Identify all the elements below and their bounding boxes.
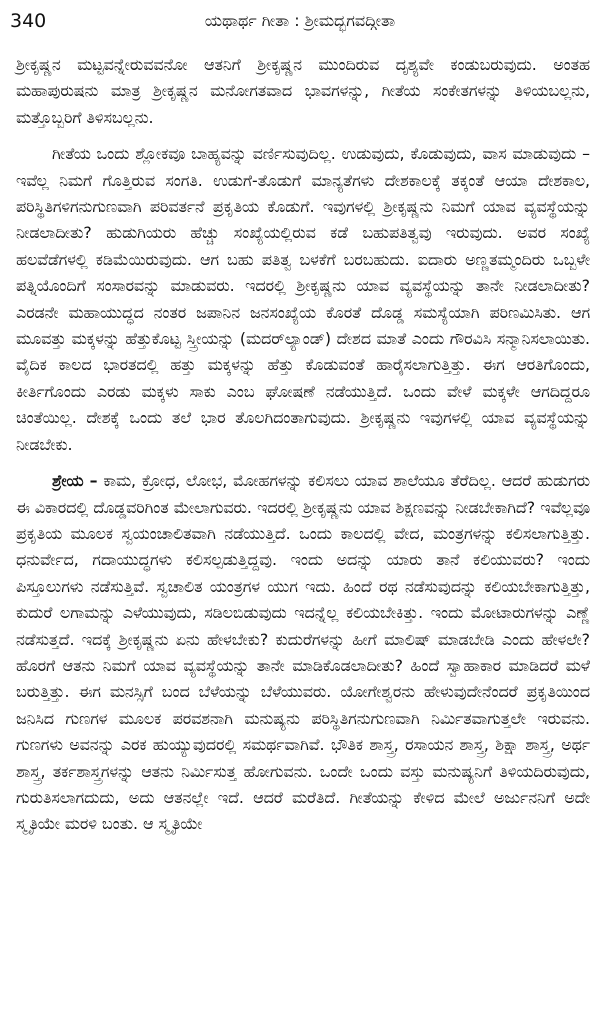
page-number: 340 [10, 10, 47, 32]
paragraph-3 [16, 468, 590, 838]
paragraph-3-lead: ಶ್ರೇಯ – [52, 471, 98, 491]
body-text [16, 52, 590, 838]
paragraph-1: ಶ್ರೀಕೃಷ್ಣನ ಮಟ್ಟವನ್ನೇರುವವನೋ ಆತನಿಗೆ ಶ್ರೀಕೃಷ್ಣನ ಮುಂದಿರುವ ದೃಶ್ಯವೇ ಕಂಡುಬರುವುದು. ಅಂತಹ ಮಹಾಪುರುಷನು ಮಾತ್ರ ಶ್ರೀಕೃಷ್ಣನ ಮನೋಗತವಾದ ಭಾವಗಳನ್ನು, ಗೀತೆಯ ಸಂಕೇತಗಳನ್ನು ತಿಳಿಯಬಲ್ಲನು, ಮತ್ತೊಬ್ಬರಿಗೆ ತಿಳಿಸಬಲ್ಲನು. [16, 55, 590, 127]
running-title: ಯಥಾರ್ಥ ಗೀತಾ : ಶ್ರೀಮದ್ಭಗವದ್ಗೀತಾ [204, 11, 396, 30]
page-header [10, 8, 590, 34]
paragraph-2: ಗೀತೆಯ ಒಂದು ಶ್ಲೋಕವೂ ಬಾಹ್ಯವನ್ನು ವರ್ಣಿಸುವುದಿಲ್ಲ. ಉಡುವುದು, ಕೊಡುವುದು, ವಾಸ ಮಾಡುವುದು – ಇವೆಲ್ಲ ನಿಮಗೆ ಗೊತ್ತಿರುವ ಸಂಗತಿ. ಉಡುಗೆ-ತೊಡುಗೆ ಮಾನ್ಯತೆಗಳು ದೇಶಕಾಲಕ್ಕೆ ತಕ್ಕಂತೆ ಆಯಾ ದೇಶಕಾಲ, ಪರಿಸ್ಥಿತಿಗಳಿಗನುಗುಣವಾಗಿ ಪರಿವರ್ತನೆ ಪ್ರಕೃತಿಯ ಕೊಡುಗೆ. ಇವುಗಳಲ್ಲಿ ಶ್ರೀಕೃಷ್ಣನು ನಿಮಗೆ ಯಾವ ವ್ಯವಸ್ಥೆಯನ್ನು ನೀಡಲಾದೀತು? ಹುಡುಗಿಯರು ಹೆಚ್ಚು ಸಂಖ್ಯೆಯಲ್ಲಿರುವ ಕಡೆ ಬಹುಪತಿತ್ವವು ಇರುವುದು. ಅವರ ಸಂಖ್ಯೆ ಹಲವೆಡೆಗಳಲ್ಲಿ ಕಡಿಮೆಯಿರುವುದು. ಆಗ ಬಹು ಪತಿತ್ವ ಬಳಕೆಗೆ ಬರಬಹುದು. ಐದಾರು ಅಣ್ಣತಮ್ಮಂದಿರು ಒಬ್ಬಳೇ ಪತ್ನಿಯೊಂದಿಗೆ ಸಂಸಾರವನ್ನು ಮಾಡುವರು. ಇದರಲ್ಲಿ ಶ್ರೀಕೃಷ್ಣನು ಯಾವ ವ್ಯವಸ್ಥೆಯನ್ನು ತಾನೇ ನೀಡಲಾದೀತು? ಎರಡನೇ ಮಹಾಯುದ್ಧದ ನಂತರ ಜಪಾನಿನ ಜನಸಂಖ್ಯೆಯ ಕೊರತೆ ದೊಡ್ಡ ಸಮಸ್ಯೆಯಾಗಿ ಪರಿಣಮಿಸಿತು. ಆಗ ಮೂವತ್ತು ಮಕ್ಕಳನ್ನು ಹೆತ್ತುಕೊಟ್ಟ ಸ್ತ್ರೀಯನ್ನು (ಮದರ್‌ಲ್ಯಾಂಡ್) ದೇಶದ ಮಾತೆ ಎಂದು ಗೌರವಿಸಿ ಸನ್ಮಾನಿಸಲಾಯಿತು. ವೈದಿಕ ಕಾಲದ ಭಾರತದಲ್ಲಿ ಹತ್ತು ಮಕ್ಕಳನ್ನು ಹೆತ್ತು ಕೊಡುವಂತೆ ಹಾರೈಸಲಾಗುತ್ತಿತ್ತು. ಈಗ ಆರತಿಗೊಂದು, ಕೀರ್ತಿಗೊಂದು ಎರಡು ಮಕ್ಕಳು ಸಾಕು ಎಂಬ ಘೋಷಣೆ ನಡೆಯುತ್ತಿದೆ. ಒಂದು ವೇಳೆ ಮಕ್ಕಳೇ ಆಗದಿದ್ದರೂ ಚಿಂತೆಯಿಲ್ಲ. ದೇಶಕ್ಕೆ ಒಂದು ತಲೆ ಭಾರ ತೊಲಗಿದಂತಾಗುವುದು. ಶ್ರೀಕೃಷ್ಣನು ಇವುಗಳಲ್ಲಿ ಯಾವ ವ್ಯವಸ್ಥೆಯನ್ನು ನೀಡಬೇಕು. [16, 144, 590, 454]
paragraph-3-text: ಕಾಮ, ಕ್ರೋಧ, ಲೋಭ, ಮೋಹಗಳನ್ನು ಕಲಿಸಲು ಯಾವ ಶಾಲೆಯೂ ತೆರೆದಿಲ್ಲ. ಆದರೆ ಹುಡುಗರು ಈ ವಿಕಾರದಲ್ಲಿ ದೊಡ್ಡವರಿಗಿಂತ ಮೇಲಾಗುವರು. ಇದರಲ್ಲಿ ಶ್ರೀಕೃಷ್ಣನು ಯಾವ ಶಿಕ್ಷಣವನ್ನು ನೀಡಬೇಕಾಗಿದೆ? ಇವೆಲ್ಲವೂ ಪ್ರಕೃತಿಯ ಮೂಲಕ ಸ್ವಯಂಚಾಲಿತವಾಗಿ ನಡೆಯುತ್ತಿದೆ. ಒಂದು ಕಾಲದಲ್ಲಿ ವೇದ, ಮಂತ್ರಗಳನ್ನು ಕಲಿಸಲಾಗುತ್ತಿತ್ತು. ಧನುರ್ವೇದ, ಗದಾಯುದ್ಧಗಳು ಕಲಿಸಲ್ಪಡುತ್ತಿದ್ದವು. ಇಂದು ಅದನ್ನು ಯಾರು ತಾನೆ ಕಲಿಯುವರು? ಇಂದು ಪಿಸ್ತೂಲುಗಳು ನಡೆಸುತ್ತಿವೆ. ಸ್ವಚಾಲಿತ ಯಂತ್ರಗಳ ಯುಗ ಇದು. ಹಿಂದೆ ರಥ ನಡೆಸುವುದನ್ನು ಕಲಿಯಬೇಕಾಗುತ್ತಿತ್ತು, ಕುದುರೆ ಲಗಾಮನ್ನು ಎಳೆಯುವುದು, ಸಡಿಲಬಿಡುವುದು ಇದನ್ನೆಲ್ಲ ಕಲಿಯಬೇಕಿತ್ತು. ಇಂದು ಮೋಟಾರುಗಳನ್ನು ಎಣ್ಣೆ ನಡೆಸುತ್ತದೆ. ಇದಕ್ಕೆ ಶ್ರೀಕೃಷ್ಣನು ಏನು ಹೇಳಬೇಕು? ಕುದುರೆಗಳನ್ನು ಹೀಗೆ ಮಾಲಿಷ್ ಮಾಡಬೇಡಿ ಎಂದು ಹೇಳಲೇ? ಹೊರಗೆ ಆತನು ನಿಮಗೆ ಯಾವ ವ್ಯವಸ್ಥೆಯನ್ನು ತಾನೇ ಮಾಡಿಕೊಡಲಾದೀತು? ಹಿಂದೆ ಸ್ವಾಹಾಕಾರ ಮಾಡಿದರೆ ಮಳೆ ಬರುತ್ತಿತ್ತು. ಈಗ ಮನಸ್ಸಿಗೆ ಬಂದ ಬೆಳೆಯನ್ನು ಬೆಳೆಯುವರು. ಯೋಗೇಶ್ವರನು ಹೇಳುವುದೇನೆಂದರೆ ಪ್ರಕೃತಿಯಿಂದ ಜನಿಸಿದ ಗುಣಗಳ ಮೂಲಕ ಪರವಶನಾಗಿ ಮನುಷ್ಯನು ಪರಿಸ್ಥಿತಿಗನುಗುಣವಾಗಿ ನಿರ್ಮಿತವಾಗುತ್ತಲೇ ಇರುವನು. ಗುಣಗಳು ಅವನನ್ನು ಎರಕ ಹುಯ್ಯುವುದರಲ್ಲಿ ಸಮರ್ಥವಾಗಿವೆ. ಭೌತಿಕ ಶಾಸ್ತ್ರ, ರಸಾಯನ ಶಾಸ್ತ್ರ, ಶಿಕ್ಷಾ ಶಾಸ್ತ್ರ, ಅರ್ಥ ಶಾಸ್ತ್ರ, ತರ್ಕಶಾಸ್ತ್ರಗಳನ್ನು ಆತನು ನಿರ್ಮಿಸುತ್ತ ಹೋಗುವನು. ಒಂದೇ ಒಂದು ವಸ್ತು ಮನುಷ್ಯನಿಗೆ ತಿಳಿಯದಿರುವುದು, ಗುರುತಿಸಲಾಗದುದು, ಅದು ಆತನಲ್ಲೇ ಇದೆ. ಆದರೆ ಮರೆತಿದೆ. ಗೀತೆಯನ್ನು ಕೇಳಿದ ಮೇಲೆ ಅರ್ಜುನನಿಗೆ ಅದೇ ಸ್ಮೃತಿಯೇ ಮರಳಿ ಬಂತು. ಆ ಸ್ಮೃತಿಯೇ [16, 471, 591, 834]
